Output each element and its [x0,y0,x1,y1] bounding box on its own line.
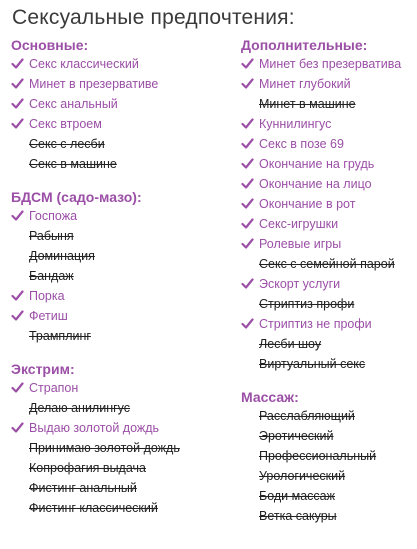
preference-item-unchecked [241,466,417,486]
preference-list [241,54,417,374]
preference-label: Секс анальный [29,97,118,111]
section-title: Массаж: [241,389,299,405]
preference-label: Порка [29,289,65,303]
preference-item-checked [11,114,236,134]
preference-item-unchecked [241,486,417,506]
preference-list [11,378,236,518]
preference-label: Боди массаж [259,489,335,503]
preference-item-unchecked [241,354,417,374]
preference-item-checked [11,378,236,398]
preference-item-unchecked [241,94,417,114]
section-title: БДСМ (садо-мазо): [11,189,142,205]
preference-item-checked [241,234,417,254]
preference-item-unchecked [241,446,417,466]
preference-label: Эскорт услуги [259,277,341,291]
section-gap [241,374,417,388]
preference-item-checked [241,114,417,134]
preference-label: Секс в машине [29,157,117,171]
preference-label: Секс втроем [29,117,102,131]
preference-label: Доминация [29,249,95,263]
preference-label: Куннилингус [259,117,332,131]
preference-list [11,206,236,346]
preference-item-checked [11,286,236,306]
preference-label: Ролевые игры [259,237,342,251]
left-column [11,36,236,518]
preference-item-unchecked [241,334,417,354]
preference-item-unchecked [11,246,236,266]
preference-label: Госпожа [29,209,78,223]
preference-label: Секс с лесби [29,137,105,151]
right-column [241,36,417,526]
preference-item-checked [241,274,417,294]
preference-item-checked [11,306,236,326]
preference-label: Минет глубокий [259,77,351,91]
preference-label: Рабыня [29,229,74,243]
preference-item-unchecked [241,406,417,426]
preference-label: Лесби шоу [259,337,322,351]
preference-label: Окончание на лицо [259,177,372,191]
checkmark-icon [241,317,254,330]
preference-item-checked [241,174,417,194]
preference-item-checked [241,54,417,74]
preference-label: Эротический [259,429,334,443]
preference-label: Фистинг анальный [29,481,137,495]
preference-list [11,54,236,174]
preference-item-unchecked [11,154,236,174]
checkmark-icon [11,309,24,322]
preference-item-unchecked [11,498,236,518]
preference-item-unchecked [241,426,417,446]
preference-label: Фетиш [29,309,68,323]
preference-label: Минет без презерватива [259,57,402,71]
checkmark-icon [241,177,254,190]
preference-item-unchecked [11,398,236,418]
preference-label: Стриптиз профи [259,297,355,311]
checkmark-icon [241,277,254,290]
preference-item-checked [11,74,236,94]
preference-label: Минет в машине [259,97,356,111]
section-title: Экстрим: [11,361,75,377]
checkmark-icon [241,57,254,70]
preference-item-checked [241,194,417,214]
checkmark-icon [241,77,254,90]
preference-item-checked [241,74,417,94]
page-title: Сексуальные предпочтения: [12,6,295,29]
preference-label: Бандаж [29,269,74,283]
checkmark-icon [11,289,24,302]
preference-label: Окончание в рот [259,197,356,211]
preference-item-unchecked [11,226,236,246]
preference-item-unchecked [11,438,236,458]
preference-item-unchecked [11,326,236,346]
preference-item-unchecked [11,134,236,154]
preference-label: Фистинг классический [29,501,158,515]
checkmark-icon [241,117,254,130]
section-gap [11,346,236,360]
checkmark-icon [241,157,254,170]
preference-label: Ветка сакуры [259,509,337,523]
preference-item-unchecked [11,478,236,498]
preference-label: Секс классический [29,57,139,71]
preference-label: Стриптиз не профи [259,317,372,331]
preference-item-checked [11,94,236,114]
preference-item-checked [11,54,236,74]
preference-label: Секс в позе 69 [259,137,344,151]
preference-label: Виртуальный секс [259,357,366,371]
checkmark-icon [11,57,24,70]
preference-item-checked [241,314,417,334]
section-gap [11,174,236,188]
checkmark-icon [11,381,24,394]
preference-item-unchecked [11,266,236,286]
checkmark-icon [11,209,24,222]
preference-label: Секс с семейной парой [259,257,395,271]
checkmark-icon [241,217,254,230]
preference-label: Трамплинг [29,329,91,343]
preference-item-unchecked [241,506,417,526]
preference-item-unchecked [11,458,236,478]
preference-label: Окончание на грудь [259,157,375,171]
preference-item-unchecked [241,254,417,274]
preference-label: Урологический [259,469,346,483]
section-title: Дополнительные: [241,37,368,53]
preference-list [241,406,417,526]
preference-label: Выдаю золотой дождь [29,421,160,435]
preference-label: Секс-игрушки [259,217,339,231]
checkmark-icon [11,421,24,434]
checkmark-icon [241,137,254,150]
preference-label: Профессиональный [259,449,377,463]
preference-item-checked [241,214,417,234]
preference-item-checked [241,134,417,154]
preference-item-checked [11,206,236,226]
preference-item-checked [11,418,236,438]
checkmark-icon [11,97,24,110]
checkmark-icon [11,117,24,130]
checkmark-icon [241,197,254,210]
preference-item-unchecked [241,294,417,314]
checkmark-icon [241,237,254,250]
preference-label: Расслабляющий [259,409,355,423]
checkmark-icon [11,77,24,90]
preference-label: Копрофагия выдача [29,461,146,475]
preference-label: Страпон [29,381,79,395]
preference-label: Делаю анилингус [29,401,131,415]
preference-item-checked [241,154,417,174]
preference-label: Принимаю золотой дождь [29,441,180,455]
preference-label: Минет в презервативе [29,77,159,91]
section-title: Основные: [11,37,89,53]
